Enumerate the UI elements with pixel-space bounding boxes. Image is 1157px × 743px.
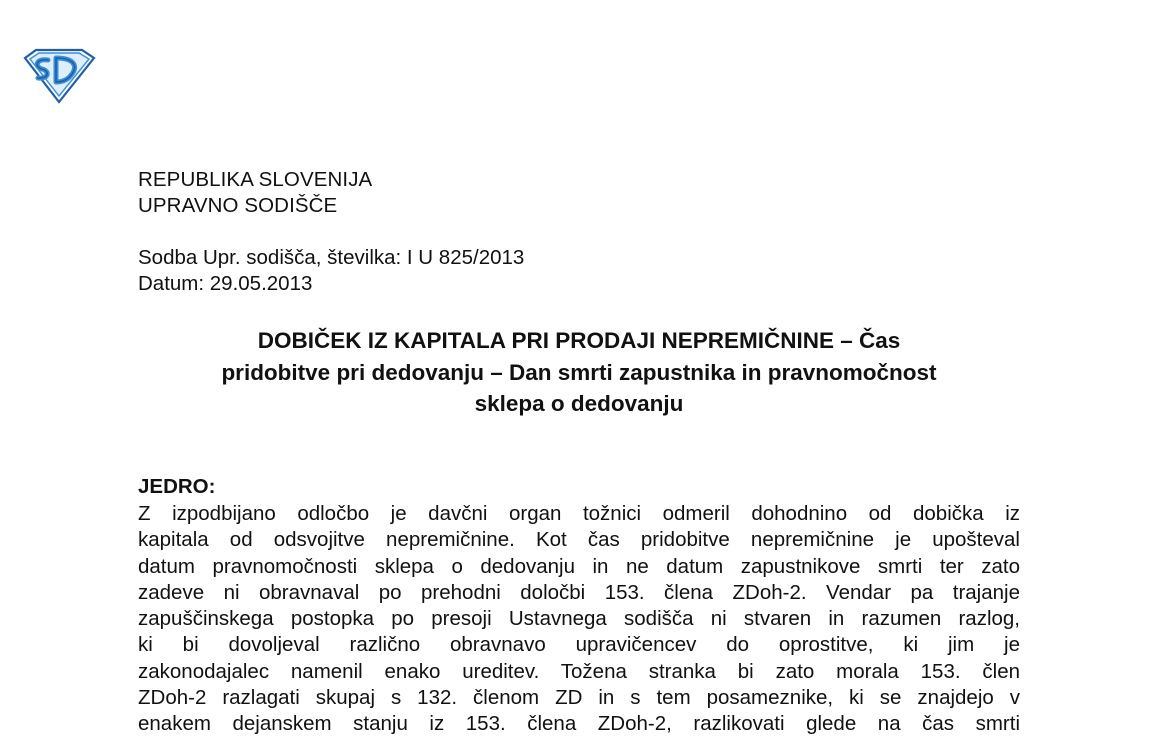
jedro-heading: JEDRO: [138, 475, 216, 498]
paragraph-line: kapitala od odsvojitve nepremičnine. Kot čas pridobitve nepremičnine je upošteval [138, 528, 1020, 552]
document-header [138, 167, 372, 219]
jedro-paragraph [138, 501, 1020, 738]
case-number: Sodba Upr. sodišča, številka: I U 825/2013 [138, 246, 525, 269]
title-line: sklepa o dedovanju [474, 391, 684, 416]
paragraph-line: zakonodajalec namenil enako ureditev. Tožena stranka bi zato morala 153. člen [138, 659, 1020, 683]
paragraph-line: ki bi dovoljeval različno obravnavo upravičencev do oprostitve, ki jim je [138, 633, 1020, 657]
paragraph-line: zapuščinskega postopka po presoji Ustavnega sodišča ni stvaren in razumen razlog, [138, 607, 1020, 631]
court-logo-icon [22, 48, 96, 104]
title-line: DOBIČEK IZ KAPITALA PRI PRODAJI NEPREMIČNINE – Čas [257, 328, 901, 353]
paragraph-line: Z izpodbijano odločbo je davčni organ tožnici odmeril dohodnino od dobička iz [138, 502, 1020, 525]
court-name: UPRAVNO SODIŠČE [138, 194, 338, 217]
country-name: REPUBLIKA SLOVENIJA [138, 168, 373, 191]
paragraph-line: enakem dejanskem stanju iz 153. člena ZDoh-2, razlikovati glede na čas smrti [138, 712, 1020, 736]
paragraph-line: zadeve ni obravnaval po prehodni določbi 153. člena ZDoh-2. Vendar pa trajanje [138, 580, 1020, 604]
title-line: pridobitve pri dedovanju – Dan smrti zapustnika in pravnomočnost [221, 359, 937, 385]
document-title [138, 325, 1020, 420]
judgment-date: Datum: 29.05.2013 [138, 272, 313, 295]
paragraph-line: datum pravnomočnosti sklepa o dedovanju in ne datum zapustnikove smrti ter zato [138, 554, 1020, 578]
document-meta [138, 245, 524, 297]
paragraph-line: ZDoh-2 razlagati skupaj s 132. členom ZD in s tem posameznike, ki se znajdejo v [138, 686, 1020, 710]
